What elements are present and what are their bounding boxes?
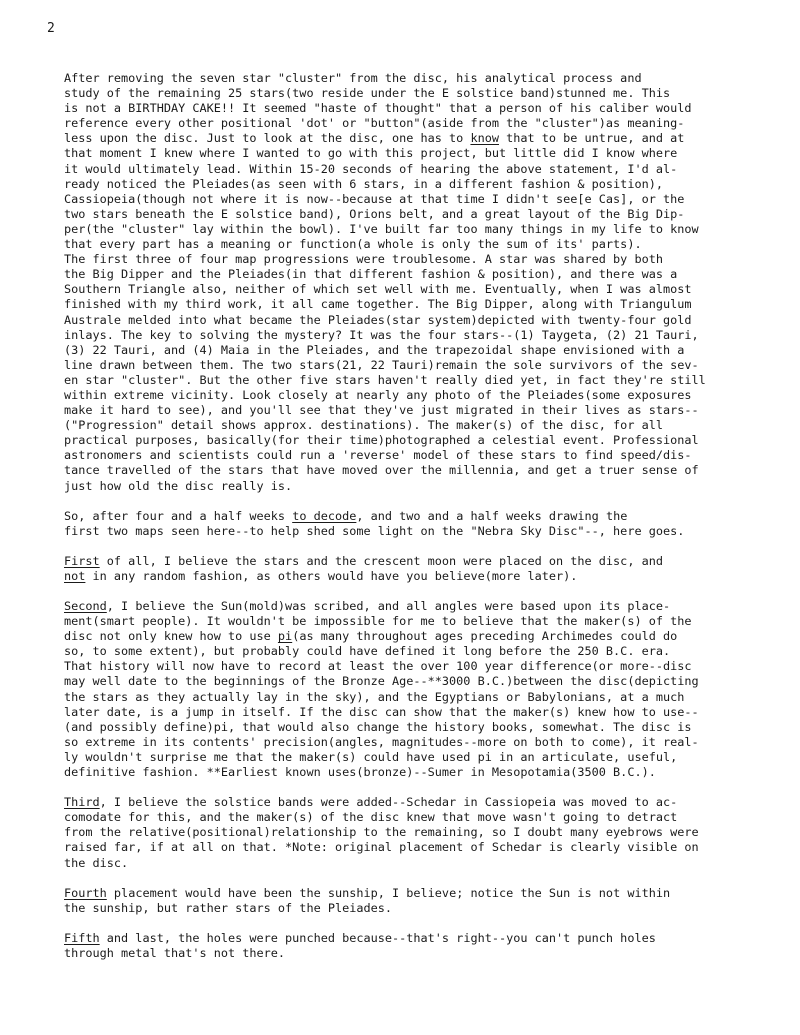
text-run: within extreme vicinity. Look closely at nearly any photo of the Pleiades(some exposures: [64, 387, 692, 402]
text-run: ("Progression" detail shows approx. destinations). The maker(s) of the disc, for all: [64, 418, 663, 433]
text-run: just how old the disc really is.: [64, 478, 293, 493]
text-run: two stars beneath the E solstice band), Orions belt, and a great layout of the Big Dip-: [64, 206, 685, 221]
text-run: definitive fashion. **Earliest known uses(bronze)--Sumer in Mesopotamia(3500 B.C.).: [64, 765, 656, 780]
text-run: first two maps seen here--to help shed some light on the "Nebra Sky Disc"--, here goes.: [64, 523, 685, 538]
text-run: placement would have been the sunship, I believe; notice the Sun is not within: [106, 885, 671, 900]
text-run: ready noticed the Pleiades(as seen with 6 stars, in a different fashion & position),: [64, 176, 663, 191]
text-run: less upon the disc. Just to look at the disc, one has to: [64, 131, 471, 146]
paragraph: [64, 554, 754, 584]
text-run: later date, is a jump in itself. If the disc can show that the maker(s) knew how to use--: [64, 704, 699, 719]
text-run: inlays. The key to solving the mystery? It was the four stars--(1) Taygeta, (2) 21 Tauri,: [64, 327, 699, 342]
paragraph: [64, 252, 754, 494]
text-run: that every part has a meaning or function(a whole is only the sum of its' parts).: [64, 237, 642, 252]
text-run: practical purposes, basically(for their time)photographed a celestial event. Professional: [64, 433, 699, 448]
text-run: the stars as they actually lay in the sky), and the Egyptians or Babylonians, at a much: [64, 689, 685, 704]
text-run: (and possibly define)pi, that would also change the history books, somewhat. The disc is: [64, 719, 692, 734]
paragraph: [64, 931, 754, 961]
underlined-text: to decode: [292, 508, 357, 523]
text-run: that moment I knew where I wanted to go with this project, but little did I know where: [64, 146, 678, 161]
text-run: finished with my third work, it all came together. The Big Dipper, along with Triangulum: [64, 297, 692, 312]
text-run: the Big Dipper and the Pleiades(in that different fashion & position), and there was a: [64, 267, 678, 282]
paragraph: [64, 886, 754, 916]
text-run: reference every other positional 'dot' or "button"(aside from the "cluster")as meaning-: [64, 116, 685, 131]
text-run: through metal that's not there.: [64, 945, 286, 960]
underlined-text: First: [64, 553, 100, 568]
text-run: line drawn between them. The two stars(21, 22 Tauri)remain the sole survivors of the sev-: [64, 357, 699, 372]
page-number: 2: [47, 21, 55, 36]
text-run: tance travelled of the stars that have moved over the millennia, and get a truer sense of: [64, 463, 699, 478]
text-run: comodate for this, and the maker(s) of the disc knew that move wasn't going to detract: [64, 810, 678, 825]
underlined-text: Second: [64, 599, 107, 613]
text-run: Cassiopeia(though not where it is now--because at that time I didn't see[e Cas], or the: [64, 191, 685, 206]
text-run: make it hard to see), and you'll see that they've just migrated in their lives as stars--: [64, 403, 699, 418]
text-run: astronomers and scientists could run a 'reverse' model of these stars to find speed/dis-: [64, 448, 692, 463]
text-run: (3) 22 Tauri, and (4) Maia in the Pleiades, and the trapezoidal shape envisioned with a: [64, 342, 685, 357]
text-run: may well date to the beginnings of the Bronze Age--**3000 B.C.)between the disc(depicting: [64, 674, 699, 689]
paragraph: [64, 509, 754, 539]
text-run: is not a BIRTHDAY CAKE!! It seemed "haste of thought" that a person of his caliber would: [64, 101, 692, 116]
text-run: Australe melded into what became the Pleiades(star system)depicted with twenty-four gold: [64, 312, 692, 327]
text-run: The first three of four map progressions were troublesome. A star was shared by both: [64, 252, 663, 267]
text-run: study of the remaining 25 stars(two reside under the E solstice band)stunned me. This: [64, 86, 671, 101]
text-run: That history will now have to record at least the over 100 year difference(or more--disc: [64, 659, 692, 674]
underlined-text: Fifth: [64, 930, 100, 945]
text-run: raised far, if at all on that. *Note: original placement of Schedar is clearly visible on: [64, 840, 699, 855]
text-run: So, after four and a half weeks: [64, 508, 293, 523]
text-run: so extreme in its contents' precision(angles, magnitudes--more on both to come), it real-: [64, 734, 699, 749]
underlined-text: Fourth: [64, 885, 107, 900]
text-run: , I believe the Sun(mold)was scribed, and all angles were based upon its place-: [106, 599, 671, 613]
text-run: from the relative(positional)relationship to the remaining, so I doubt many eyebrows were: [64, 825, 699, 840]
text-run: it would ultimately lead. Within 15-20 seconds of hearing the above statement, I'd al-: [64, 161, 678, 176]
text-run: , and two and a half weeks drawing the: [356, 508, 628, 523]
text-run: of all, I believe the stars and the crescent moon were placed on the disc, and: [99, 553, 663, 568]
text-run: , I believe the solstice bands were added--Schedar in Cassiopeia was moved to ac-: [99, 795, 678, 810]
text-run: ment(smart people). It wouldn't be impossible for me to believe that the maker(s) of the: [64, 614, 692, 629]
text-run: per(the "cluster" lay within the bowl). I've built far too many things in my life to know: [64, 221, 699, 236]
paragraph: [64, 795, 754, 870]
text-run: Southern Triangle also, neither of which set well with me. Eventually, when I was almost: [64, 282, 692, 297]
paragraph: [64, 71, 754, 252]
text-run: the disc.: [64, 855, 129, 870]
text-run: the sunship, but rather stars of the Pleiades.: [64, 900, 393, 915]
text-run: (as many throughout ages preceding Archimedes could do: [292, 629, 678, 644]
underlined-text: know: [470, 131, 499, 146]
text-run: and last, the holes were punched because--that's right--you can't punch holes: [99, 930, 656, 945]
underlined-text: Third: [64, 795, 100, 810]
paragraph: [64, 599, 754, 780]
underlined-text: not: [64, 568, 86, 583]
text-run: so, to some extent), but probably could have defined it long before the 250 B.C. era.: [64, 644, 671, 659]
text-run: disc not only knew how to use: [64, 629, 278, 644]
document-body: [64, 71, 754, 961]
underlined-text: pi: [277, 629, 293, 644]
text-run: that to be untrue, and at: [498, 131, 685, 146]
text-run: en star "cluster". But the other five stars haven't really died yet, in fact they're still: [64, 372, 706, 387]
text-run: in any random fashion, as others would have you believe(more later).: [85, 568, 578, 583]
text-run: After removing the seven star "cluster" from the disc, his analytical process and: [64, 71, 642, 85]
text-run: ly wouldn't surprise me that the maker(s) could have used pi in an articulate, useful,: [64, 749, 678, 764]
